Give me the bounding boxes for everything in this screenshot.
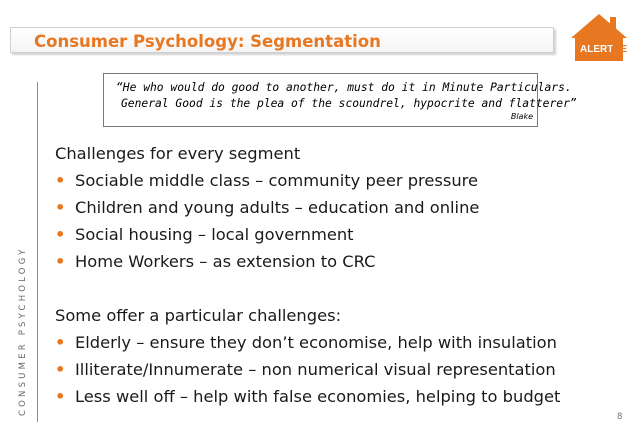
bullet-icon: •: [55, 171, 66, 190]
bullet-item: [55, 167, 560, 194]
bullet-text: Less well off – help with false economies, helping to budget: [75, 387, 561, 406]
spacer: [55, 275, 560, 302]
logo-text-alert: ALERT: [580, 44, 614, 55]
bullet-item: [55, 329, 560, 356]
bullet-item: [55, 383, 560, 410]
bullet-icon: •: [55, 198, 66, 217]
side-label: CONSUMER PSYCHOLOGY: [18, 246, 28, 416]
bullet-text: Sociable middle class – community peer pressure: [75, 171, 479, 190]
bullet-icon: •: [55, 333, 66, 352]
bullet-text: Home Workers – as extension to CRC: [75, 252, 376, 271]
bullet-icon: •: [55, 225, 66, 244]
bullet-item: [55, 356, 560, 383]
alert-me-logo: [566, 11, 632, 65]
bullet-icon: •: [55, 252, 66, 271]
bullet-text: Social housing – local government: [75, 225, 354, 244]
quote-box: [103, 73, 577, 127]
bullet-item: [55, 221, 560, 248]
slide-content: [55, 140, 560, 410]
slide-title: Consumer Psychology: Segmentation: [34, 32, 381, 51]
section-heading-2: Some offer a particular challenges:: [55, 306, 342, 325]
bullet-text: Children and young adults – education and online: [75, 198, 480, 217]
bullet-item: [55, 248, 560, 275]
quote-line-1: “He who would do good to another, must do it in Minute Particulars.: [116, 81, 572, 94]
logo-text-me: ME: [612, 44, 627, 55]
bullet-item: [55, 194, 560, 221]
quote-line-2: General Good is the plea of the scoundrel, hypocrite and flatterer”: [121, 97, 577, 110]
side-divider: [37, 82, 38, 422]
bullet-text: Illiterate/Innumerate – non numerical visual representation: [75, 360, 556, 379]
page-number: 8: [617, 412, 623, 422]
bullet-icon: •: [55, 387, 66, 406]
section-heading-1: Challenges for every segment: [55, 144, 301, 163]
bullet-text: Elderly – ensure they don’t economise, help with insulation: [75, 333, 557, 352]
bullet-icon: •: [55, 360, 66, 379]
quote-attribution: Blake: [510, 112, 533, 121]
